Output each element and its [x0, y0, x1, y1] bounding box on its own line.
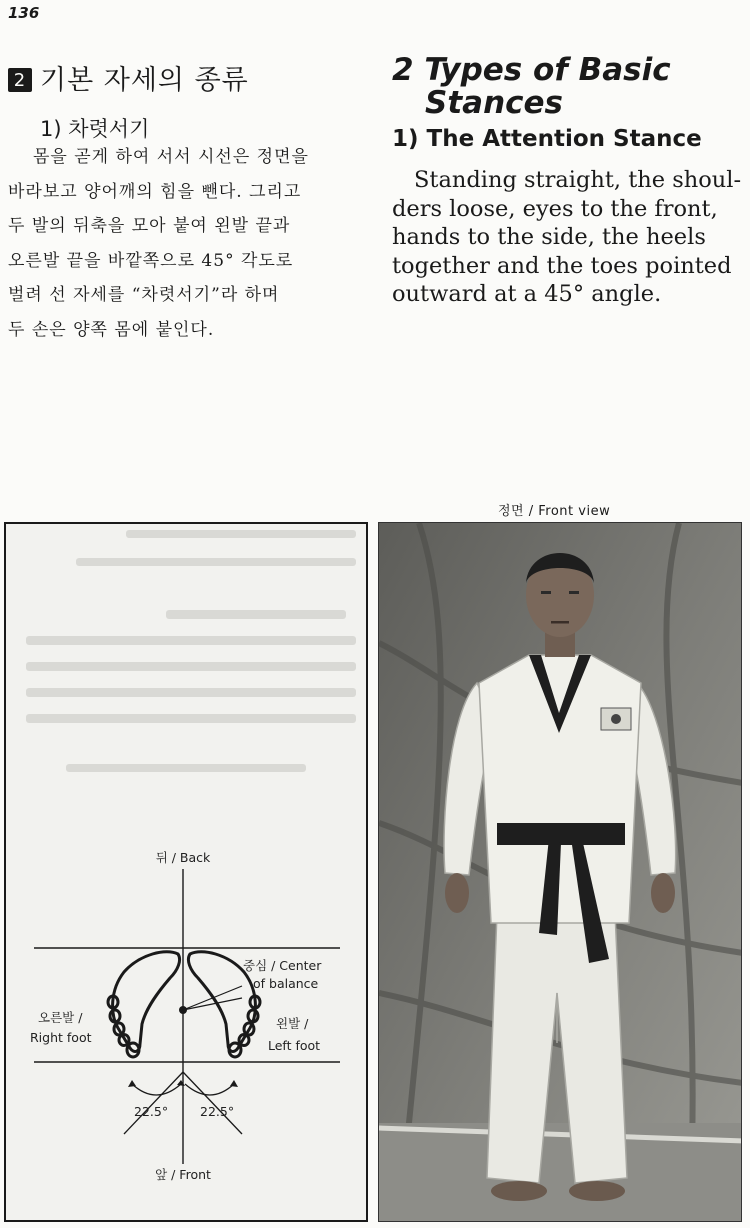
english-body-line: Standing straight, the shoul- [414, 167, 742, 193]
stance-diagram [4, 522, 368, 1222]
korean-body-line: 벌려 선 자세를 “차렷서기”라 하며 [8, 285, 280, 305]
english-body-line: together and the toes pointed [392, 252, 732, 279]
arrowhead-icon [128, 1080, 136, 1087]
english-section-heading [392, 54, 742, 120]
center-leader-line [183, 986, 242, 1010]
english-heading-line-2: Stances [425, 85, 563, 121]
page-number: 136 [8, 4, 40, 22]
left-foot-label-1: 왼발 / [276, 1016, 309, 1031]
arrowhead-icon [177, 1080, 185, 1086]
english-body-line: outward at a 45° angle. [392, 281, 662, 307]
english-body-text [392, 166, 747, 309]
angle-left-label: 22.5° [134, 1104, 169, 1119]
front-view-photo [378, 522, 742, 1222]
korean-body-line: 오른발 끝을 바깥쪽으로 45° 각도로 [8, 250, 294, 271]
stance-diagram-svg [6, 524, 368, 1222]
korean-subheading: 1) 차렷서기 [40, 117, 150, 141]
center-label-1: 중심 / Center [243, 958, 322, 973]
center-leader-line-2 [183, 998, 242, 1010]
center-label-2: of balance [253, 976, 319, 991]
right-foot-outline [108, 952, 180, 1057]
english-body-line: ders loose, eyes to the front, [392, 195, 718, 222]
korean-section-heading [8, 58, 249, 97]
korean-body-line: 바라보고 양어깨의 힘을 뺀다. 그리고 [8, 181, 302, 202]
korean-body-line: 몸을 곧게 하여 서서 시선은 정면을 [33, 147, 309, 167]
section-number-box: 2 [8, 68, 32, 92]
korean-body-line: 두 발의 뒤축을 모아 붙여 왼발 끝과 [8, 216, 291, 236]
photo-caption: 정면 / Front view [498, 504, 611, 519]
arrowhead-icon [230, 1080, 238, 1087]
angle-right-label: 22.5° [200, 1104, 235, 1119]
english-body-line: hands to the side, the heels [392, 224, 706, 250]
english-heading-line-1: 2 Types of Basic [392, 52, 671, 88]
bleed-through-texture [26, 530, 356, 772]
right-angle-arc [185, 1084, 234, 1095]
korean-body-line: 두 손은 양쪽 몸에 붙인다. [8, 319, 215, 340]
korean-body-text [8, 140, 360, 347]
english-subheading: 1) The Attention Stance [392, 126, 702, 152]
front-label: 앞 / Front [155, 1167, 211, 1182]
korean-heading-text: 기본 자세의 종류 [40, 65, 249, 96]
front-view-photo-illustration [379, 523, 742, 1222]
left-angle-arc [132, 1084, 181, 1095]
right-foot-label-2: Right foot [30, 1030, 92, 1045]
back-label: 뒤 / Back [155, 850, 211, 865]
right-foot-label-1: 오른발 / [38, 1010, 83, 1025]
left-foot-label-2: Left foot [268, 1038, 321, 1053]
